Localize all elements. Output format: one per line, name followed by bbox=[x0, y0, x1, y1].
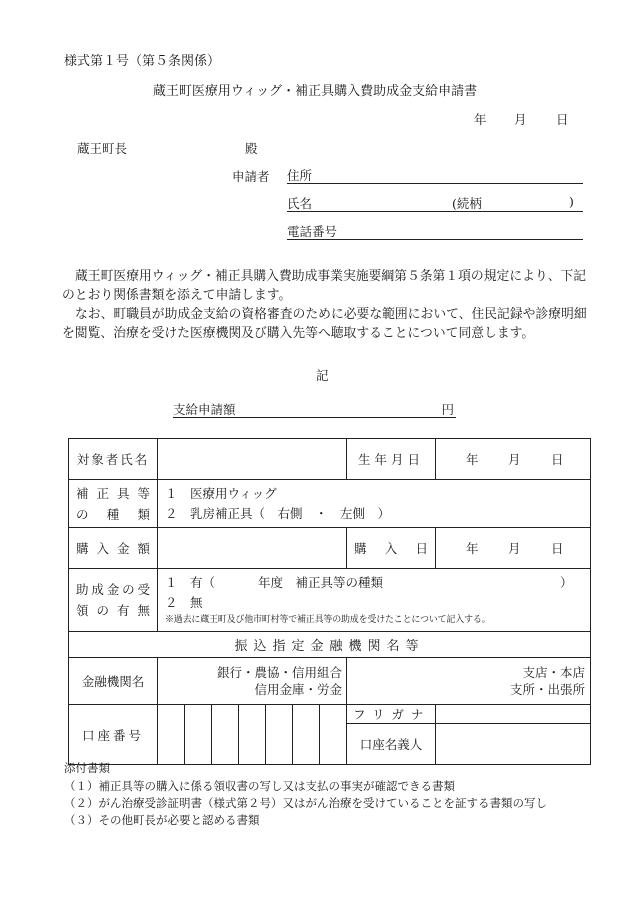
receipt-history-label bbox=[69, 569, 158, 632]
branch-name-input[interactable] bbox=[347, 658, 591, 705]
purchase-amount-input[interactable] bbox=[158, 528, 347, 569]
account-digit-1[interactable] bbox=[158, 705, 185, 765]
receipt-option-no[interactable]: ２ 無 bbox=[165, 595, 203, 610]
purchase-month: 月 bbox=[508, 541, 521, 556]
bank-types-line1: 銀行・農協・信用組合 bbox=[217, 665, 343, 680]
account-number-label: 口座番号 bbox=[69, 705, 158, 765]
receipt-options[interactable] bbox=[158, 569, 591, 632]
birthdate-label: 生年月日 bbox=[347, 439, 436, 480]
branch-types-line1: 支店・本店 bbox=[522, 665, 586, 680]
paragraph-2: なお、町職員が助成金支給の資格審査のために必要な範囲において、住民記録や診療明細を閲覧、治療を受けた医療機関及び購入先等へ聴取することについて同意します。 bbox=[62, 307, 587, 341]
honorific: 殿 bbox=[245, 141, 258, 156]
amount-field[interactable] bbox=[173, 400, 456, 418]
date-day: 日 bbox=[556, 112, 569, 127]
purchase-amount-label: 購入金額 bbox=[69, 528, 158, 569]
date-month: 月 bbox=[514, 112, 527, 127]
birth-year: 年 bbox=[466, 452, 479, 467]
account-digit-7[interactable] bbox=[320, 705, 347, 765]
equipment-options[interactable] bbox=[158, 480, 591, 528]
bank-types-line2: 信用金庫・労金 bbox=[254, 682, 343, 697]
bank-row bbox=[69, 658, 591, 705]
attachment-item-1: （１）補正具等の購入に係る領収書の写し又は支払の事実が確認できる書類 bbox=[64, 779, 455, 793]
amount-unit: 円 bbox=[441, 402, 454, 417]
attachments-heading: 添付書類 bbox=[64, 761, 110, 775]
attachment-item-2: （２）がん治療受診証明書（様式第２号）又はがん治療を受けていることを証する書類の写し bbox=[64, 796, 547, 810]
address-label: 住所 bbox=[287, 168, 313, 183]
account-digit-5[interactable] bbox=[266, 705, 293, 765]
birthdate-input[interactable] bbox=[436, 439, 591, 480]
receipt-yes-open: １ 有（ bbox=[165, 575, 216, 590]
receipt-yes-close: ） bbox=[560, 575, 573, 590]
address-field[interactable] bbox=[287, 166, 583, 184]
receipt-label-line2: 領の有無 bbox=[76, 603, 150, 618]
purchase-row bbox=[69, 528, 591, 569]
relation-open: (続柄 bbox=[452, 196, 482, 211]
transfer-header: 振込指定金融機関名等 bbox=[69, 632, 591, 658]
form-number: 様式第１号（第５条関係） bbox=[64, 54, 221, 69]
equipment-row bbox=[69, 480, 591, 528]
account-holder-label: 口座名義人 bbox=[347, 724, 436, 765]
transfer-header-row bbox=[69, 632, 591, 658]
phone-label: 電話番号 bbox=[287, 224, 338, 239]
furigana-input[interactable] bbox=[436, 705, 591, 724]
receipt-yes-detail: 年度 補正具等の種類 bbox=[258, 575, 384, 590]
subject-row bbox=[69, 439, 591, 480]
account-digit-4[interactable] bbox=[239, 705, 266, 765]
body-text bbox=[62, 267, 590, 343]
paragraph-1: 蔵王町医療用ウィッグ・補正具購入費助成事業実施要綱第５条第１項の規定により、下記のとおり関係書類を添えて申請します。 bbox=[62, 269, 587, 303]
purchase-year: 年 bbox=[466, 541, 479, 556]
account-digit-2[interactable] bbox=[185, 705, 212, 765]
bank-name-label: 金融機関名 bbox=[69, 658, 158, 705]
account-digit-6[interactable] bbox=[293, 705, 320, 765]
subject-name-input[interactable] bbox=[158, 439, 347, 480]
purchase-date-input[interactable] bbox=[436, 528, 591, 569]
application-form-table bbox=[68, 438, 591, 765]
purchase-date-label: 購入日 bbox=[347, 528, 436, 569]
birth-day: 日 bbox=[551, 452, 564, 467]
purchase-day: 日 bbox=[551, 541, 564, 556]
name-label: 氏名 bbox=[287, 196, 313, 211]
account-digit-3[interactable] bbox=[212, 705, 239, 765]
date-year: 年 bbox=[474, 112, 487, 127]
relation-close: ) bbox=[569, 194, 574, 209]
birth-month: 月 bbox=[508, 452, 521, 467]
receipt-label-line1: 助成金の受 bbox=[76, 582, 150, 597]
attachment-item-3: （３）その他町長が必要と認める書類 bbox=[64, 813, 260, 827]
furigana-label: フリガナ bbox=[347, 705, 436, 724]
equipment-label-line1: 補正具等 bbox=[76, 485, 150, 501]
document-title: 蔵王町医療用ウィッグ・補正具購入費助成金支給申請書 bbox=[152, 84, 478, 99]
equipment-option-breast[interactable]: ２ 乳房補正具（ 右側 ・ 左側 ） bbox=[165, 505, 391, 521]
equipment-option-wig[interactable]: １ 医療用ウィッグ bbox=[165, 485, 277, 501]
receipt-note: ※過去に蔵王町及び他市町村等で補正具等の助成を受けたことについて記入する。 bbox=[165, 615, 491, 625]
applicant-label: 申請者 bbox=[232, 169, 270, 184]
bank-name-input[interactable] bbox=[158, 658, 347, 705]
amount-label: 支給申請額 bbox=[173, 402, 236, 417]
name-field[interactable] bbox=[287, 194, 583, 212]
receipt-row bbox=[69, 569, 591, 632]
account-holder-input[interactable] bbox=[436, 724, 591, 765]
branch-types-line2: 支所・出張所 bbox=[510, 682, 586, 697]
equipment-label-line2: の種類 bbox=[76, 506, 150, 522]
receipt-option-yes[interactable] bbox=[165, 573, 590, 593]
ki-heading: 記 bbox=[316, 368, 329, 383]
equipment-type-label bbox=[69, 480, 158, 528]
account-row-top bbox=[69, 705, 591, 724]
subject-name-label: 対象者氏名 bbox=[69, 439, 158, 480]
phone-field[interactable] bbox=[287, 222, 583, 240]
addressee: 蔵王町長 bbox=[77, 141, 128, 156]
